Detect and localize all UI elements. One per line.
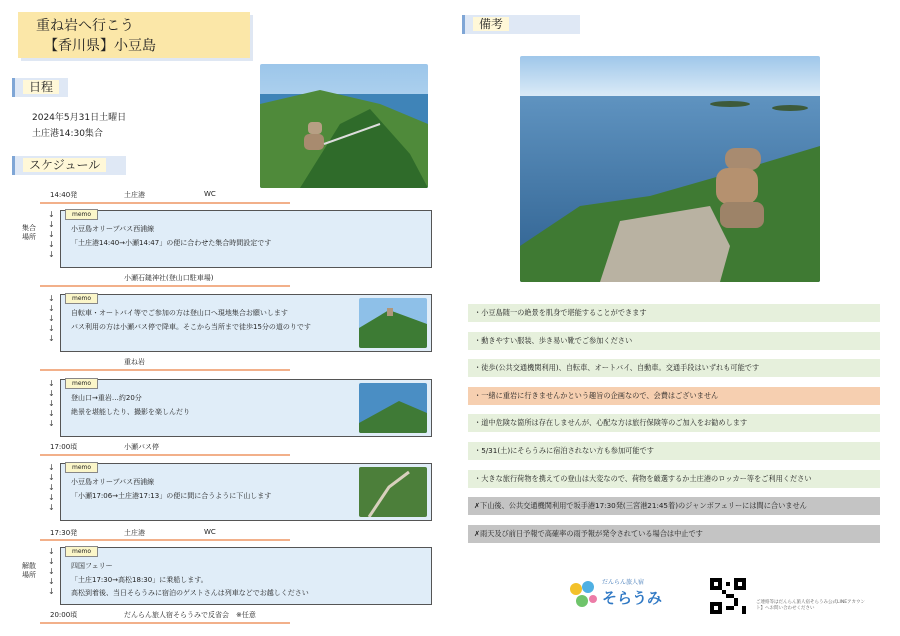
memo-line: 高松到着後、当日そらうみに宿泊のゲストさんは列車などでお越しください bbox=[71, 589, 309, 597]
memo-box-4 bbox=[60, 463, 432, 521]
arrow-column: ↓ ↓ ↓ ↓ ↓ bbox=[48, 210, 55, 259]
arrow-column: ↓ ↓ ↓ ↓ ↓ bbox=[48, 463, 55, 512]
biko-heading: 備考 bbox=[462, 15, 580, 34]
place-6: だんらん旅人宿そらうみで反省会 ※任意 bbox=[124, 611, 256, 619]
memo-line: 「土庄17:30→高松18:30」に乗船します。 bbox=[71, 576, 208, 584]
memo-tag: memo bbox=[65, 209, 98, 220]
time-5: 17:30発 bbox=[50, 529, 78, 537]
divider bbox=[40, 539, 290, 541]
memo-line: 「小瀬17:06→土庄港17:13」の便に間に合うように下山します bbox=[71, 492, 272, 500]
note-item: ・動きやすい服装、歩き易い靴でご参加ください bbox=[468, 332, 880, 350]
dissolve-label: 解散 場所 bbox=[22, 562, 36, 579]
qr-code bbox=[710, 578, 746, 614]
memo-tag: memo bbox=[65, 293, 98, 304]
title-box bbox=[18, 12, 250, 58]
place-1: 土庄港 bbox=[124, 191, 145, 199]
time-6: 20:00頃 bbox=[50, 611, 78, 619]
place-3: 重ね岩 bbox=[124, 358, 145, 366]
place-2: 小瀬石鎚神社(登山口駐車場) bbox=[124, 274, 214, 282]
place-5: 土庄港 bbox=[124, 529, 145, 537]
page-title: 重ね岩へ行こう bbox=[36, 18, 134, 34]
note-item: ・徒歩(公共交通機関利用)、自転車、オートバイ、自動車。交通手段はいずれも可能です bbox=[468, 359, 880, 377]
divider bbox=[40, 202, 290, 204]
gather-label: 集合 場所 bbox=[22, 224, 36, 241]
memo-tag: memo bbox=[65, 546, 98, 557]
nittei-heading: 日程 bbox=[12, 78, 68, 97]
rock-photo bbox=[359, 383, 427, 433]
time-1: 14:40発 bbox=[50, 191, 78, 199]
page-subtitle: 【香川県】小豆島 bbox=[44, 38, 156, 54]
memo-box-1 bbox=[60, 210, 432, 268]
note-item-warning: ✗下山後、公共交通機関利用で坂手港17:30発(三宮港21:45着)のジャンボフェリーには間に合いません bbox=[468, 497, 880, 515]
memo-box-3 bbox=[60, 379, 432, 437]
note-item: ・5/31(土)にそらうみに宿泊されない方も参加可能です bbox=[468, 442, 880, 460]
logo-small: だんらん旅人宿 bbox=[602, 579, 645, 586]
divider bbox=[40, 454, 290, 456]
note-5: WC bbox=[204, 528, 216, 536]
note-item: ・大きな旅行荷物を携えての登山は大変なので、荷物を厳選するか土庄港のロッカー等をご利用ください bbox=[468, 470, 880, 488]
note-item-highlight: ・一緒に重岩に行きませんかという趣旨の企画なので、会費はございません bbox=[468, 387, 880, 405]
kasaneiwa-photo bbox=[520, 56, 820, 282]
memo-box-2 bbox=[60, 294, 432, 352]
memo-tag: memo bbox=[65, 462, 98, 473]
memo-line: 絶景を堪能したり、撮影を楽しんだり bbox=[71, 408, 190, 416]
arrow-column: ↓ ↓ ↓ ↓ ↓ bbox=[48, 294, 55, 343]
event-date: 2024年5月31日土曜日 bbox=[32, 113, 127, 123]
memo-line: 小豆島オリーブバス西浦線 bbox=[71, 478, 155, 486]
place-4: 小瀬バス停 bbox=[124, 443, 159, 451]
memo-line: 登山口→重岩…約20分 bbox=[71, 394, 142, 402]
arrow-column: ↓ ↓ ↓ ↓ ↓ bbox=[48, 379, 55, 428]
trail-photo bbox=[359, 467, 427, 517]
note-item: ・道中危険な箇所は存在しませんが、心配な方は旅行保険等のご加入をお勧めします bbox=[468, 414, 880, 432]
schedule-heading: スケジュール bbox=[12, 156, 126, 175]
memo-line: 自転車・オートバイ等でご参加の方は登山口へ現地集合お願いします bbox=[71, 309, 288, 317]
note-item: ・小豆島随一の絶景を肌身で堪能することができます bbox=[468, 304, 880, 322]
memo-tag: memo bbox=[65, 378, 98, 389]
logo-text: そらうみ bbox=[602, 589, 663, 607]
meeting-info: 土庄港14:30集合 bbox=[32, 129, 103, 139]
soraumi-logo bbox=[566, 574, 676, 614]
memo-line: バス利用の方は小瀬バス停で降車。そこから当所まで徒歩15分の道のりです bbox=[71, 323, 311, 331]
memo-line: 四国フェリー bbox=[71, 562, 113, 570]
memo-box-5 bbox=[60, 547, 432, 605]
note-item-warning: ✗雨天及び前日予報で高確率の雨予報が発令されている場合は中止です bbox=[468, 525, 880, 543]
divider bbox=[40, 285, 290, 287]
soraumi-logo-mark bbox=[566, 577, 600, 611]
divider bbox=[40, 622, 290, 624]
memo-line: 「土庄港14:40→小瀬14:47」の便に合わせた集合時間設定です bbox=[71, 239, 272, 247]
rock-photo bbox=[359, 298, 427, 348]
time-4: 17:00頃 bbox=[50, 443, 78, 451]
memo-line: 小豆島オリーブバス西浦線 bbox=[71, 225, 155, 233]
qr-caption: ご連絡等はだんらん旅人宿そらうみ公式LINEアカウント】へお問い合わせください bbox=[756, 600, 865, 611]
landscape-photo bbox=[260, 64, 428, 188]
note-1: WC bbox=[204, 190, 216, 198]
divider bbox=[40, 369, 290, 371]
arrow-column: ↓ ↓ ↓ ↓ ↓ bbox=[48, 547, 55, 596]
